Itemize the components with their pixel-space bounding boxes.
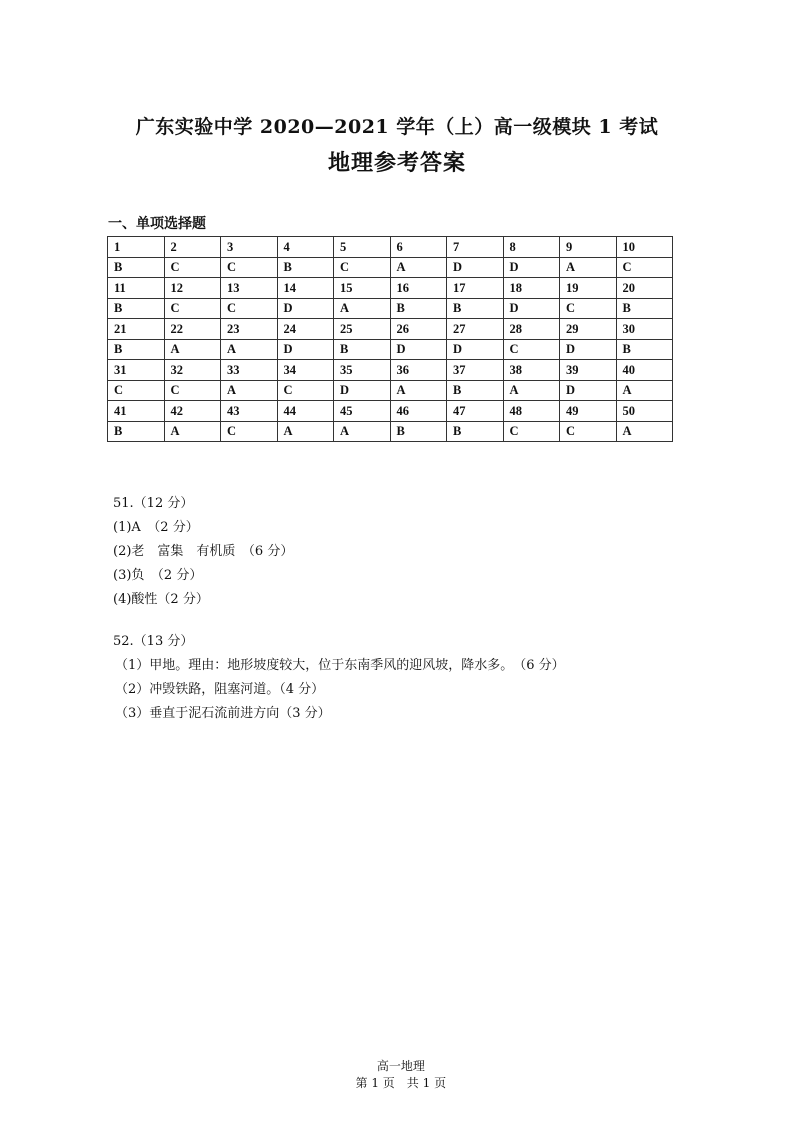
question-51-line: (3)负 （2 分） [113, 568, 203, 583]
question-number-cell: 34 [277, 360, 334, 381]
answer-cell: D [447, 257, 504, 278]
answer-cell: A [164, 421, 221, 442]
question-number-cell: 36 [390, 360, 447, 381]
question-number-cell: 28 [503, 319, 560, 340]
question-number-cell: 15 [334, 278, 391, 299]
answer-cell: A [334, 421, 391, 442]
question-number-cell: 27 [447, 319, 504, 340]
answer-cell: D [277, 339, 334, 360]
question-number-cell: 29 [560, 319, 617, 340]
question-number-cell: 7 [447, 237, 504, 258]
answer-cell: C [503, 421, 560, 442]
footer-subject: 高一地理 [376, 1059, 425, 1073]
question-number-cell: 43 [221, 401, 278, 422]
answer-cell: B [334, 339, 391, 360]
answer-cell: D [560, 339, 617, 360]
question-number-cell: 18 [503, 278, 560, 299]
answer-cell: D [503, 298, 560, 319]
answer-cell: D [334, 380, 391, 401]
answer-cell: D [560, 380, 617, 401]
question-number-cell: 4 [277, 237, 334, 258]
section-heading-multiple-choice: 一、单项选择题 [108, 216, 206, 232]
answer-cell: A [164, 339, 221, 360]
answer-cell: D [503, 257, 560, 278]
answer-cell: C [560, 421, 617, 442]
answer-cell: D [447, 339, 504, 360]
answer-cell: C [503, 339, 560, 360]
answer-cell: C [277, 380, 334, 401]
answer-cell: A [334, 298, 391, 319]
answer-cell: C [616, 257, 673, 278]
answer-cell: C [164, 380, 221, 401]
question-number-cell: 9 [560, 237, 617, 258]
question-number-cell: 1 [108, 237, 165, 258]
answer-cell: B [447, 380, 504, 401]
answer-row [108, 380, 673, 401]
question-number-cell: 21 [108, 319, 165, 340]
answer-cell: B [616, 339, 673, 360]
question-number-row [108, 319, 673, 340]
answer-cell: D [277, 298, 334, 319]
question-number-cell: 17 [447, 278, 504, 299]
question-number-cell: 12 [164, 278, 221, 299]
question-52-line: （1）甲地。理由：地形坡度较大，位于东南季风的迎风坡，降水多。 （6 分） [115, 658, 565, 673]
answer-cell: B [390, 421, 447, 442]
question-52-line: （3）垂直于泥石流前进方向（3 分） [115, 706, 331, 721]
question-number-cell: 46 [390, 401, 447, 422]
question-number-cell: 11 [108, 278, 165, 299]
page-footer [0, 1043, 794, 1091]
question-number-row [108, 401, 673, 422]
answer-cell: B [277, 257, 334, 278]
question-number-cell: 8 [503, 237, 560, 258]
question-number-cell: 10 [616, 237, 673, 258]
document-subtitle: 地理参考答案 [327, 150, 466, 176]
answer-cell: C [221, 421, 278, 442]
question-number-cell: 39 [560, 360, 617, 381]
answer-cell: B [108, 298, 165, 319]
question-number-cell: 45 [334, 401, 391, 422]
question-number-cell: 20 [616, 278, 673, 299]
answer-row [108, 298, 673, 319]
answer-cell: B [108, 257, 165, 278]
question-number-cell: 30 [616, 319, 673, 340]
footer-page-number: 第 1 页 共 1 页 [355, 1076, 447, 1090]
answer-cell: D [390, 339, 447, 360]
question-number-cell: 49 [560, 401, 617, 422]
answer-cell: C [334, 257, 391, 278]
question-number-cell: 48 [503, 401, 560, 422]
answer-row [108, 257, 673, 278]
question-number-cell: 16 [390, 278, 447, 299]
answer-cell: B [108, 421, 165, 442]
answer-cell: A [390, 257, 447, 278]
question-51-line: (4)酸性（2 分） [113, 592, 209, 607]
question-51-block [113, 492, 293, 612]
answer-cell: B [108, 339, 165, 360]
answer-cell: B [447, 421, 504, 442]
answer-cell: A [221, 339, 278, 360]
answer-cell: A [616, 421, 673, 442]
question-51-line: (2)老 富集 有机质 （6 分） [113, 544, 294, 559]
question-number-cell: 38 [503, 360, 560, 381]
question-number-cell: 41 [108, 401, 165, 422]
answer-cell: C [560, 298, 617, 319]
answer-row [108, 339, 673, 360]
answer-cell: C [221, 257, 278, 278]
answer-row [108, 421, 673, 442]
answer-cell: C [164, 298, 221, 319]
question-number-cell: 37 [447, 360, 504, 381]
question-number-cell: 33 [221, 360, 278, 381]
answer-cell: C [108, 380, 165, 401]
question-number-cell: 25 [334, 319, 391, 340]
question-number-cell: 6 [390, 237, 447, 258]
question-number-row [108, 360, 673, 381]
document-title: 广东实验中学 2020—2021 学年（上）高一级模块 1 考试 [135, 116, 659, 138]
question-number-cell: 47 [447, 401, 504, 422]
question-52-line: （2）冲毁铁路，阻塞河道。（4 分） [115, 682, 325, 697]
answer-cell: C [164, 257, 221, 278]
question-number-cell: 31 [108, 360, 165, 381]
question-number-cell: 19 [560, 278, 617, 299]
question-number-cell: 40 [616, 360, 673, 381]
question-52-heading: 52.（13 分） [113, 634, 194, 649]
question-number-cell: 14 [277, 278, 334, 299]
question-number-cell: 23 [221, 319, 278, 340]
answer-cell: A [221, 380, 278, 401]
question-number-row [108, 278, 673, 299]
answer-cell: A [560, 257, 617, 278]
question-number-cell: 24 [277, 319, 334, 340]
answer-cell: A [390, 380, 447, 401]
question-51-heading: 51.（12 分） [113, 496, 194, 511]
question-number-cell: 22 [164, 319, 221, 340]
answer-cell: B [447, 298, 504, 319]
answer-cell: A [503, 380, 560, 401]
question-number-cell: 5 [334, 237, 391, 258]
question-number-cell: 35 [334, 360, 391, 381]
question-number-cell: 44 [277, 401, 334, 422]
question-number-cell: 13 [221, 278, 278, 299]
answer-cell: A [616, 380, 673, 401]
question-number-row [108, 237, 673, 258]
question-52-block [113, 630, 565, 726]
answer-table [107, 236, 673, 442]
question-number-cell: 50 [616, 401, 673, 422]
question-number-cell: 32 [164, 360, 221, 381]
question-51-line: (1)A （2 分） [113, 520, 199, 535]
question-number-cell: 42 [164, 401, 221, 422]
answer-cell: B [390, 298, 447, 319]
answer-cell: C [221, 298, 278, 319]
question-number-cell: 3 [221, 237, 278, 258]
answer-cell: A [277, 421, 334, 442]
question-number-cell: 26 [390, 319, 447, 340]
answer-cell: B [616, 298, 673, 319]
question-number-cell: 2 [164, 237, 221, 258]
